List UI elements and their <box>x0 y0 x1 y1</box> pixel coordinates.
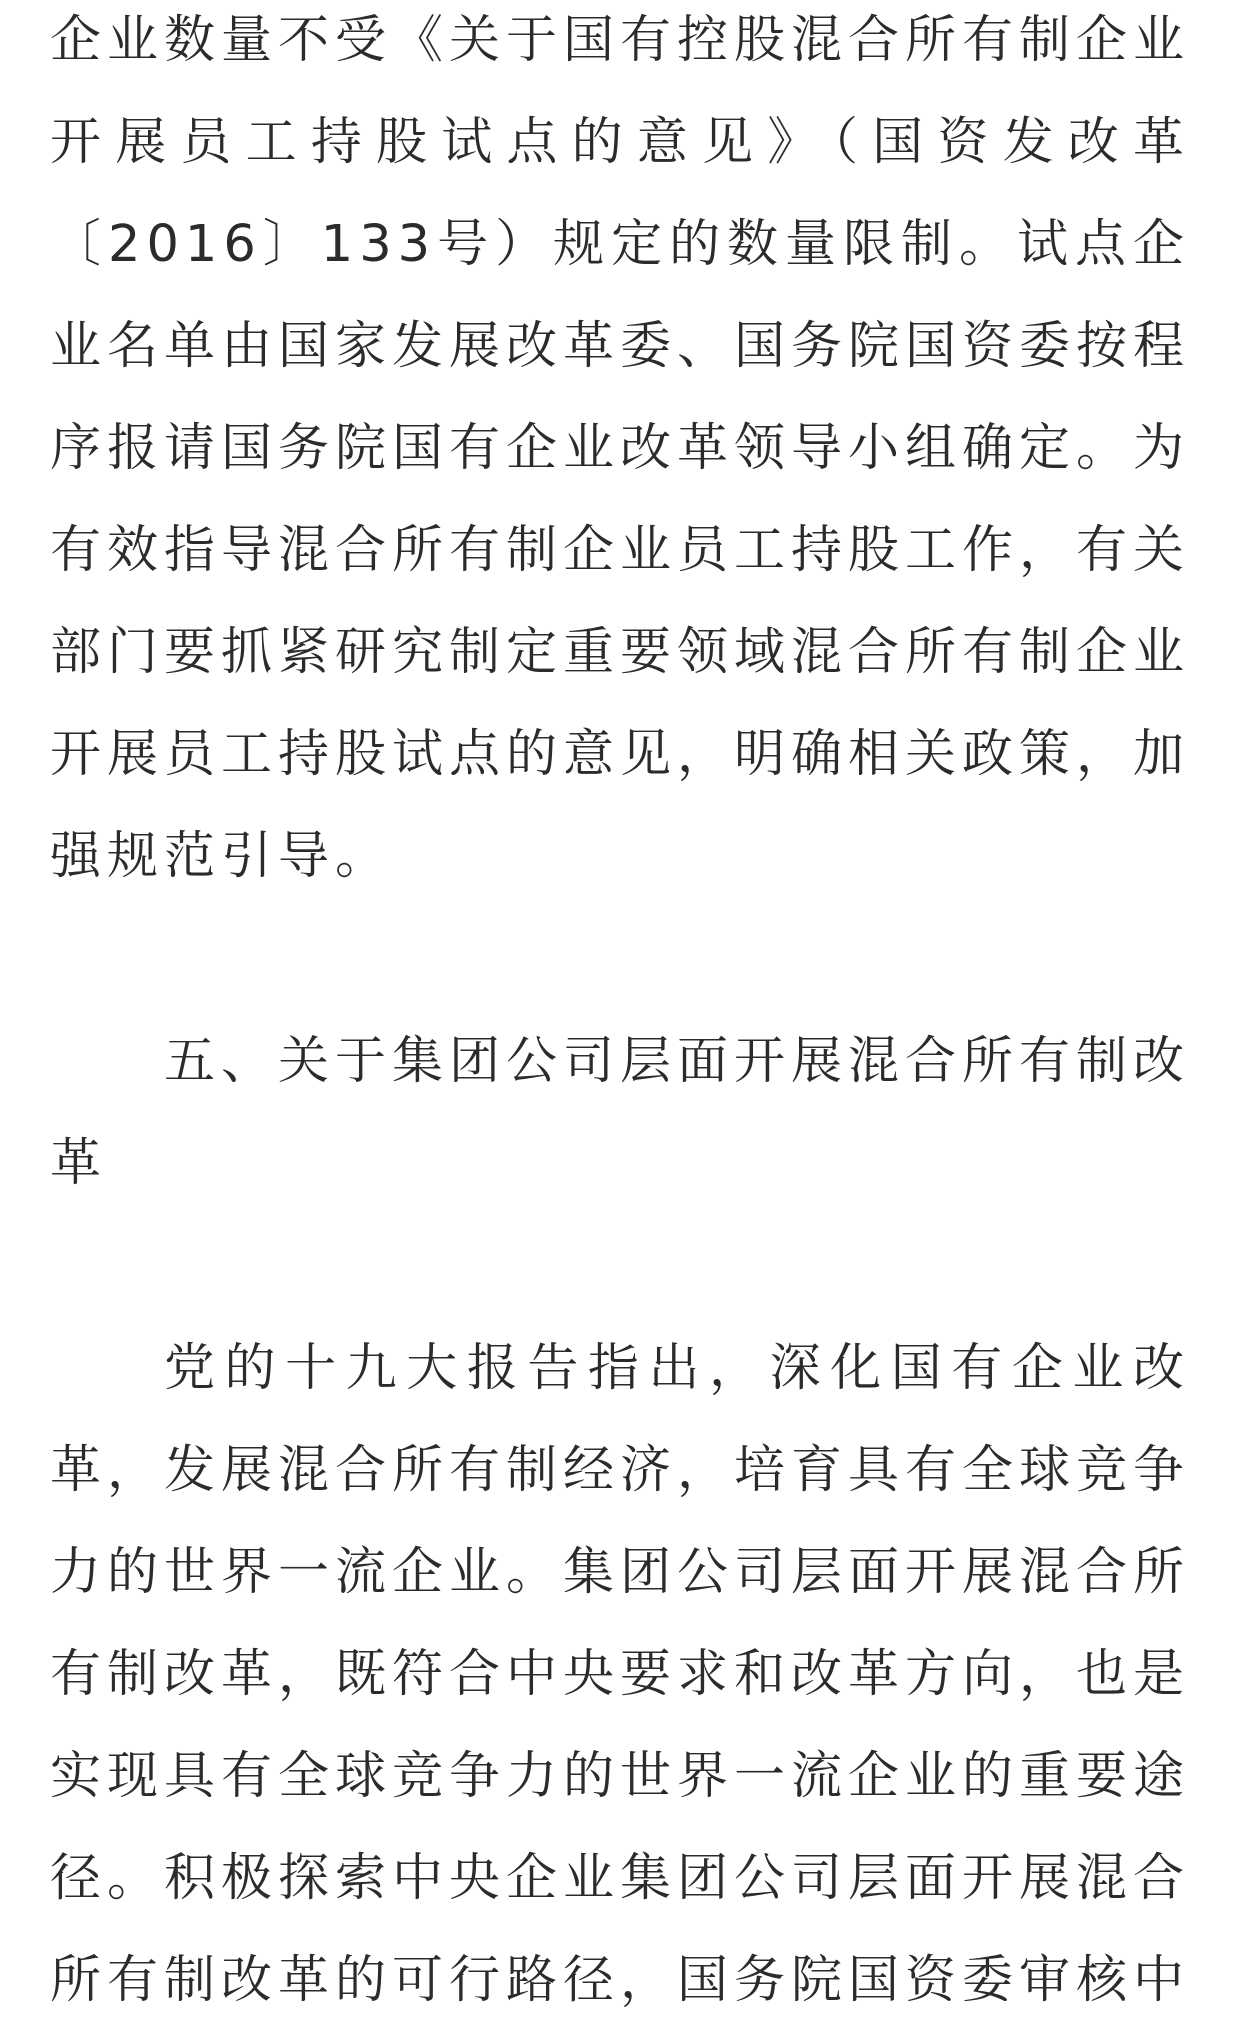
section-heading: 五、关于集团公司层面开展混合所有制改革 <box>50 1032 1191 1193</box>
paragraph-body: 党的十九大报告指出，深化国有企业改革，发展混合所有制经济，培育具有全球竞争力的世界一流企业。集团公司层面开展混合所有制改革，既符合中央要求和改革方向，也是实现具有全球竞争力的世界一流企业的重要途径。积极探索中央企业集团公司层面开展混合所有制改革的可行路径，国务院国资委审核中 <box>50 1339 1191 2010</box>
paragraph-spacer <box>50 908 1190 1011</box>
article-body <box>50 0 1190 2032</box>
paragraph-continuation: 企业数量不受《关于国有控股混合所有制企业开展员工持股试点的意见》（国资发改革〔2016〕133号）规定的数量限制。试点企业名单由国家发展改革委、国务院国资委按程序报请国务院国有企业改革领导小组确定。为有效指导混合所有制企业员工持股工作，有关部门要抓紧研究制定重要领域混合所有制企业开展员工持股试点的意见，明确相关政策，加强规范引导。 <box>50 11 1191 886</box>
paragraph-spacer <box>50 1215 1190 1318</box>
